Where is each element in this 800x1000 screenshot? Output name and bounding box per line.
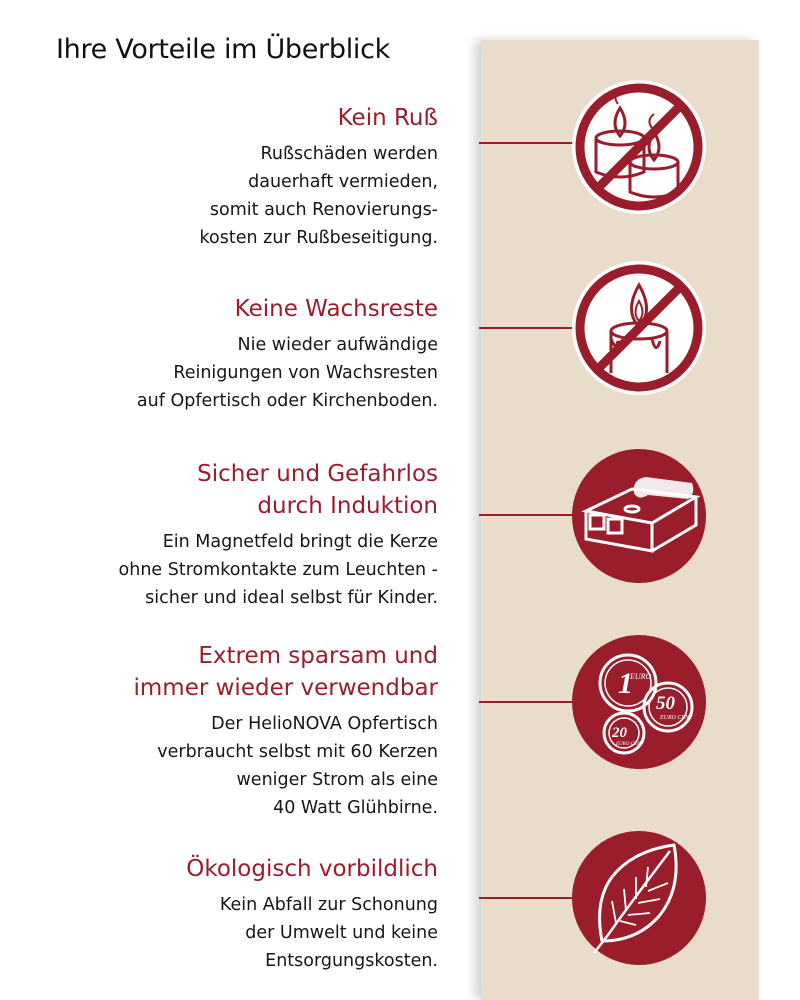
- connector-line: [479, 897, 577, 899]
- coin-1-euro: 1: [618, 667, 633, 700]
- benefit-heading: Sicher und Gefahrlos durch Induktion: [197, 461, 438, 519]
- benefit-induction: [119, 458, 438, 612]
- benefit-heading: Keine Wachsreste: [234, 296, 438, 322]
- benefit-ecological: [186, 853, 438, 975]
- connector-line: [479, 701, 577, 703]
- benefit-no-wax: [137, 293, 438, 415]
- benefit-economical: [134, 640, 439, 822]
- no-soot-candles-icon: [572, 80, 706, 214]
- page-title: Ihre Vorteile im Überblick: [56, 34, 390, 65]
- connector-line: [479, 142, 577, 144]
- benefit-description: Der HelioNOVA Opfertisch verbraucht selbst mit 60 Kerzen weniger Strom als eine 40 Watt Glühbirne.: [157, 714, 438, 818]
- connector-line: [479, 327, 577, 329]
- no-wax-candle-icon: [572, 261, 706, 395]
- benefit-heading: Ökologisch vorbildlich: [186, 856, 438, 882]
- svg-text:EURO: EURO: [630, 672, 652, 681]
- benefit-description: Ein Magnetfeld bringt die Kerze ohne Stromkontakte zum Leuchten - sicher und ideal selbst für Kinder.: [118, 532, 438, 608]
- svg-text:EURO CENT: EURO CENT: [660, 715, 693, 721]
- benefit-description: Kein Abfall zur Schonung der Umwelt und keine Entsorgungskosten.: [219, 895, 438, 971]
- benefit-no-soot: [200, 102, 438, 252]
- svg-text:EURO CENT: EURO CENT: [616, 742, 644, 747]
- benefit-description: Nie wieder aufwändige Reinigungen von Wachsresten auf Opfertisch oder Kirchenboden.: [136, 335, 438, 411]
- connector-line: [479, 514, 577, 516]
- benefit-heading: Kein Ruß: [337, 105, 438, 131]
- induction-finger-icon: [572, 449, 706, 583]
- benefit-description: Rußschäden werden dauerhaft vermieden, somit auch Renovierungs- kosten zur Rußbeseitigung.: [199, 144, 438, 248]
- leaf-icon: [572, 831, 706, 965]
- coin-50-cent: 50: [656, 693, 675, 714]
- benefit-heading: Extrem sparsam und immer wieder verwendbar: [133, 643, 438, 701]
- euro-coins-icon: [572, 635, 706, 769]
- coin-20-cent: 20: [612, 725, 627, 741]
